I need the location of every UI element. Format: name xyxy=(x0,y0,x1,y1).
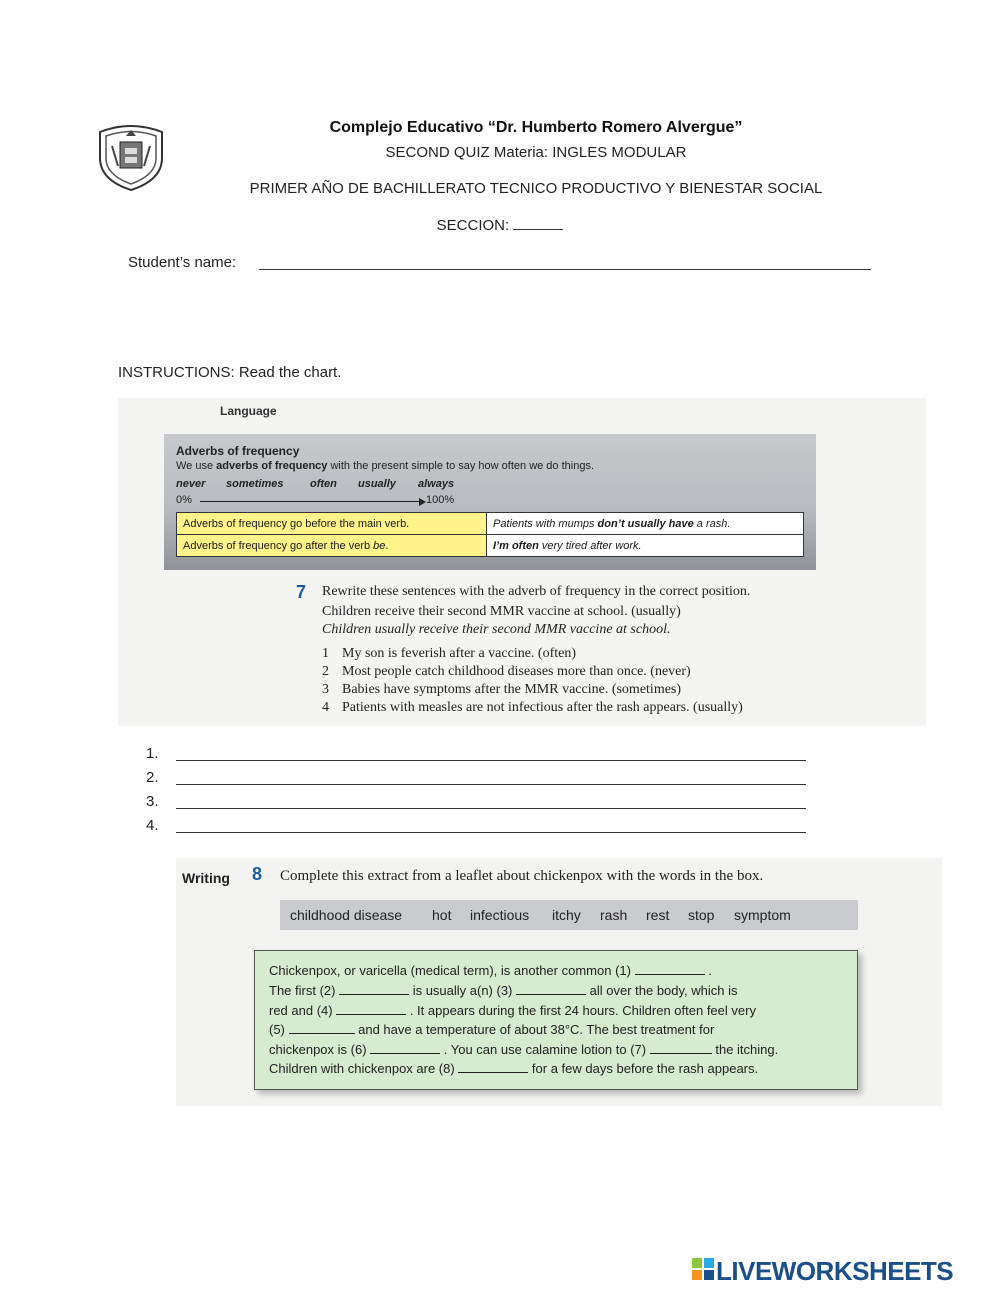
item-text: Most people catch childhood diseases more than once. (never) xyxy=(342,664,691,679)
word-option: rash xyxy=(600,907,628,923)
adverbs-intro xyxy=(176,460,594,472)
text-part: the itching. xyxy=(711,1042,779,1057)
writing-exercise-image xyxy=(176,858,942,1106)
writing-label: Writing xyxy=(182,870,230,886)
blank-4[interactable] xyxy=(336,1004,406,1015)
example-cell xyxy=(487,513,804,535)
word-option: stop xyxy=(688,907,715,923)
word-option: infectious xyxy=(470,907,530,923)
exercise-instruction: Complete this extract from a leaflet about chickenpox with the words in the box. xyxy=(280,868,764,884)
blank-3[interactable] xyxy=(516,984,586,995)
word-option: childhood disease xyxy=(290,907,403,923)
rule-pre: Adverbs of frequency go after the verb xyxy=(183,539,374,552)
word-option: itchy xyxy=(552,907,581,923)
text-part: Chickenpox, or varicella (medical term), is another common (1) xyxy=(269,963,635,978)
text-part: Children with chickenpox are (8) xyxy=(269,1061,459,1076)
rules-table xyxy=(176,512,804,557)
item-text: My son is feverish after a vaccine. (often) xyxy=(342,646,577,661)
extract-line xyxy=(269,1003,756,1018)
text-part: (5) xyxy=(269,1022,289,1037)
item-number: 2 xyxy=(322,664,329,679)
text-part: The first (2) xyxy=(269,983,340,998)
adverbs-box xyxy=(164,434,816,570)
answer-number: 1. xyxy=(146,745,159,762)
answer-line[interactable] xyxy=(176,832,806,833)
example-cell xyxy=(487,535,804,557)
extract-line xyxy=(269,963,712,978)
list-item xyxy=(322,700,743,716)
item-number: 4 xyxy=(322,700,329,715)
scale-start: 0% xyxy=(176,494,192,506)
blank-6[interactable] xyxy=(370,1043,440,1054)
rule-post: . xyxy=(385,539,389,552)
exercise-number: 8 xyxy=(252,864,263,884)
answer-number: 3. xyxy=(146,793,159,810)
list-item xyxy=(322,682,681,698)
answer-number: 2. xyxy=(146,769,159,786)
text-part: for a few days before the rash appears. xyxy=(528,1061,759,1076)
intro-bold: adverbs of frequency xyxy=(216,460,328,472)
answer-row xyxy=(146,769,806,793)
scale-word: never xyxy=(176,478,206,490)
word-option: symptom xyxy=(734,907,791,923)
answer-line[interactable] xyxy=(176,760,806,761)
table-row xyxy=(177,535,804,557)
ex-pre: Patients with mumps xyxy=(493,517,598,530)
section-field xyxy=(0,217,1000,234)
item-number: 1 xyxy=(322,646,329,661)
extract-line xyxy=(269,983,738,998)
blank-8[interactable] xyxy=(458,1062,528,1073)
exercise-example-answer: Children usually receive their second MMR vaccine at school. xyxy=(322,622,671,637)
text-part: and have a temperature of about 38°C. The best treatment for xyxy=(354,1022,715,1037)
blank-2[interactable] xyxy=(339,984,409,995)
list-item xyxy=(322,646,576,662)
student-name-line[interactable] xyxy=(259,269,871,270)
language-chart-image xyxy=(118,398,926,726)
text-part: all over the body, which is xyxy=(586,983,738,998)
student-name-field xyxy=(128,254,236,271)
word-option: hot xyxy=(432,907,452,923)
answer-row xyxy=(146,793,806,817)
blank-7[interactable] xyxy=(650,1043,712,1054)
exercise-number: 7 xyxy=(296,582,307,602)
rule-cell xyxy=(177,535,487,557)
section-label: SECCION: xyxy=(436,217,510,234)
blank-5[interactable] xyxy=(289,1023,355,1034)
intro-post: with the present simple to say how often we do things. xyxy=(327,460,595,472)
ex-post: very tired after work. xyxy=(538,539,642,552)
text-part: . xyxy=(704,963,712,978)
exercise-instruction: Rewrite these sentences with the adverb of frequency in the correct position. xyxy=(322,584,751,599)
scale-word: often xyxy=(310,478,337,490)
extract-line xyxy=(269,1061,758,1076)
language-title: Language xyxy=(220,404,277,418)
text-part: . It appears during the first 24 hours. Children often feel very xyxy=(406,1003,756,1018)
section-blank[interactable] xyxy=(513,218,563,230)
item-number: 3 xyxy=(322,682,329,697)
list-item xyxy=(322,664,691,680)
extract-line xyxy=(269,1042,778,1057)
answer-row xyxy=(146,745,806,769)
rule-cell: Adverbs of frequency go before the main verb. xyxy=(177,513,487,535)
ex-post: a rash. xyxy=(693,517,731,530)
ex-bold: I’m often xyxy=(493,539,539,552)
text-part: red and (4) xyxy=(269,1003,337,1018)
exercise-example: Children receive their second MMR vaccine at school. (usually) xyxy=(322,604,681,619)
scale-word: sometimes xyxy=(226,478,284,490)
leaflet-extract xyxy=(254,950,858,1090)
rule-em: be xyxy=(373,539,386,552)
quiz-title: SECOND QUIZ Materia: INGLES MODULAR xyxy=(385,144,687,161)
text-part: . You can use calamine lotion to (7) xyxy=(440,1042,650,1057)
scale-word: usually xyxy=(358,478,396,490)
scale-arrow xyxy=(200,501,422,502)
scale-end: 100% xyxy=(426,494,455,506)
brand-name: LIVEWORKSHEETS xyxy=(716,1256,954,1286)
extract-line xyxy=(269,1022,714,1037)
adverbs-box-title: Adverbs of frequency xyxy=(176,444,300,458)
blank-1[interactable] xyxy=(635,964,705,975)
scale-word: always xyxy=(418,478,455,490)
instructions: INSTRUCTIONS: Read the chart. xyxy=(118,364,342,381)
word-option: rest xyxy=(646,907,670,923)
item-text: Patients with measles are not infectious after the rash appears. (usually) xyxy=(342,700,743,715)
text-part: is usually a(n) (3) xyxy=(409,983,516,998)
answer-line[interactable] xyxy=(176,808,806,809)
item-text: Babies have symptoms after the MMR vaccine. (sometimes) xyxy=(342,682,682,697)
grade-level: PRIMER AÑO DE BACHILLERATO TECNICO PRODUCTIVO Y BIENESTAR SOCIAL xyxy=(249,180,823,197)
text-part: chickenpox is (6) xyxy=(269,1042,371,1057)
word-box xyxy=(280,900,858,930)
liveworksheets-logo-icon xyxy=(692,1258,714,1280)
answer-line[interactable] xyxy=(176,784,806,785)
school-name: Complejo Educativo “Dr. Humberto Romero Alvergue” xyxy=(329,119,743,136)
answer-row xyxy=(146,817,806,841)
ex-bold: don’t usually have xyxy=(597,517,694,530)
student-name-label: Student’s name: xyxy=(128,254,237,271)
table-row xyxy=(177,513,804,535)
intro-pre: We use xyxy=(176,460,217,472)
answer-number: 4. xyxy=(146,817,159,834)
